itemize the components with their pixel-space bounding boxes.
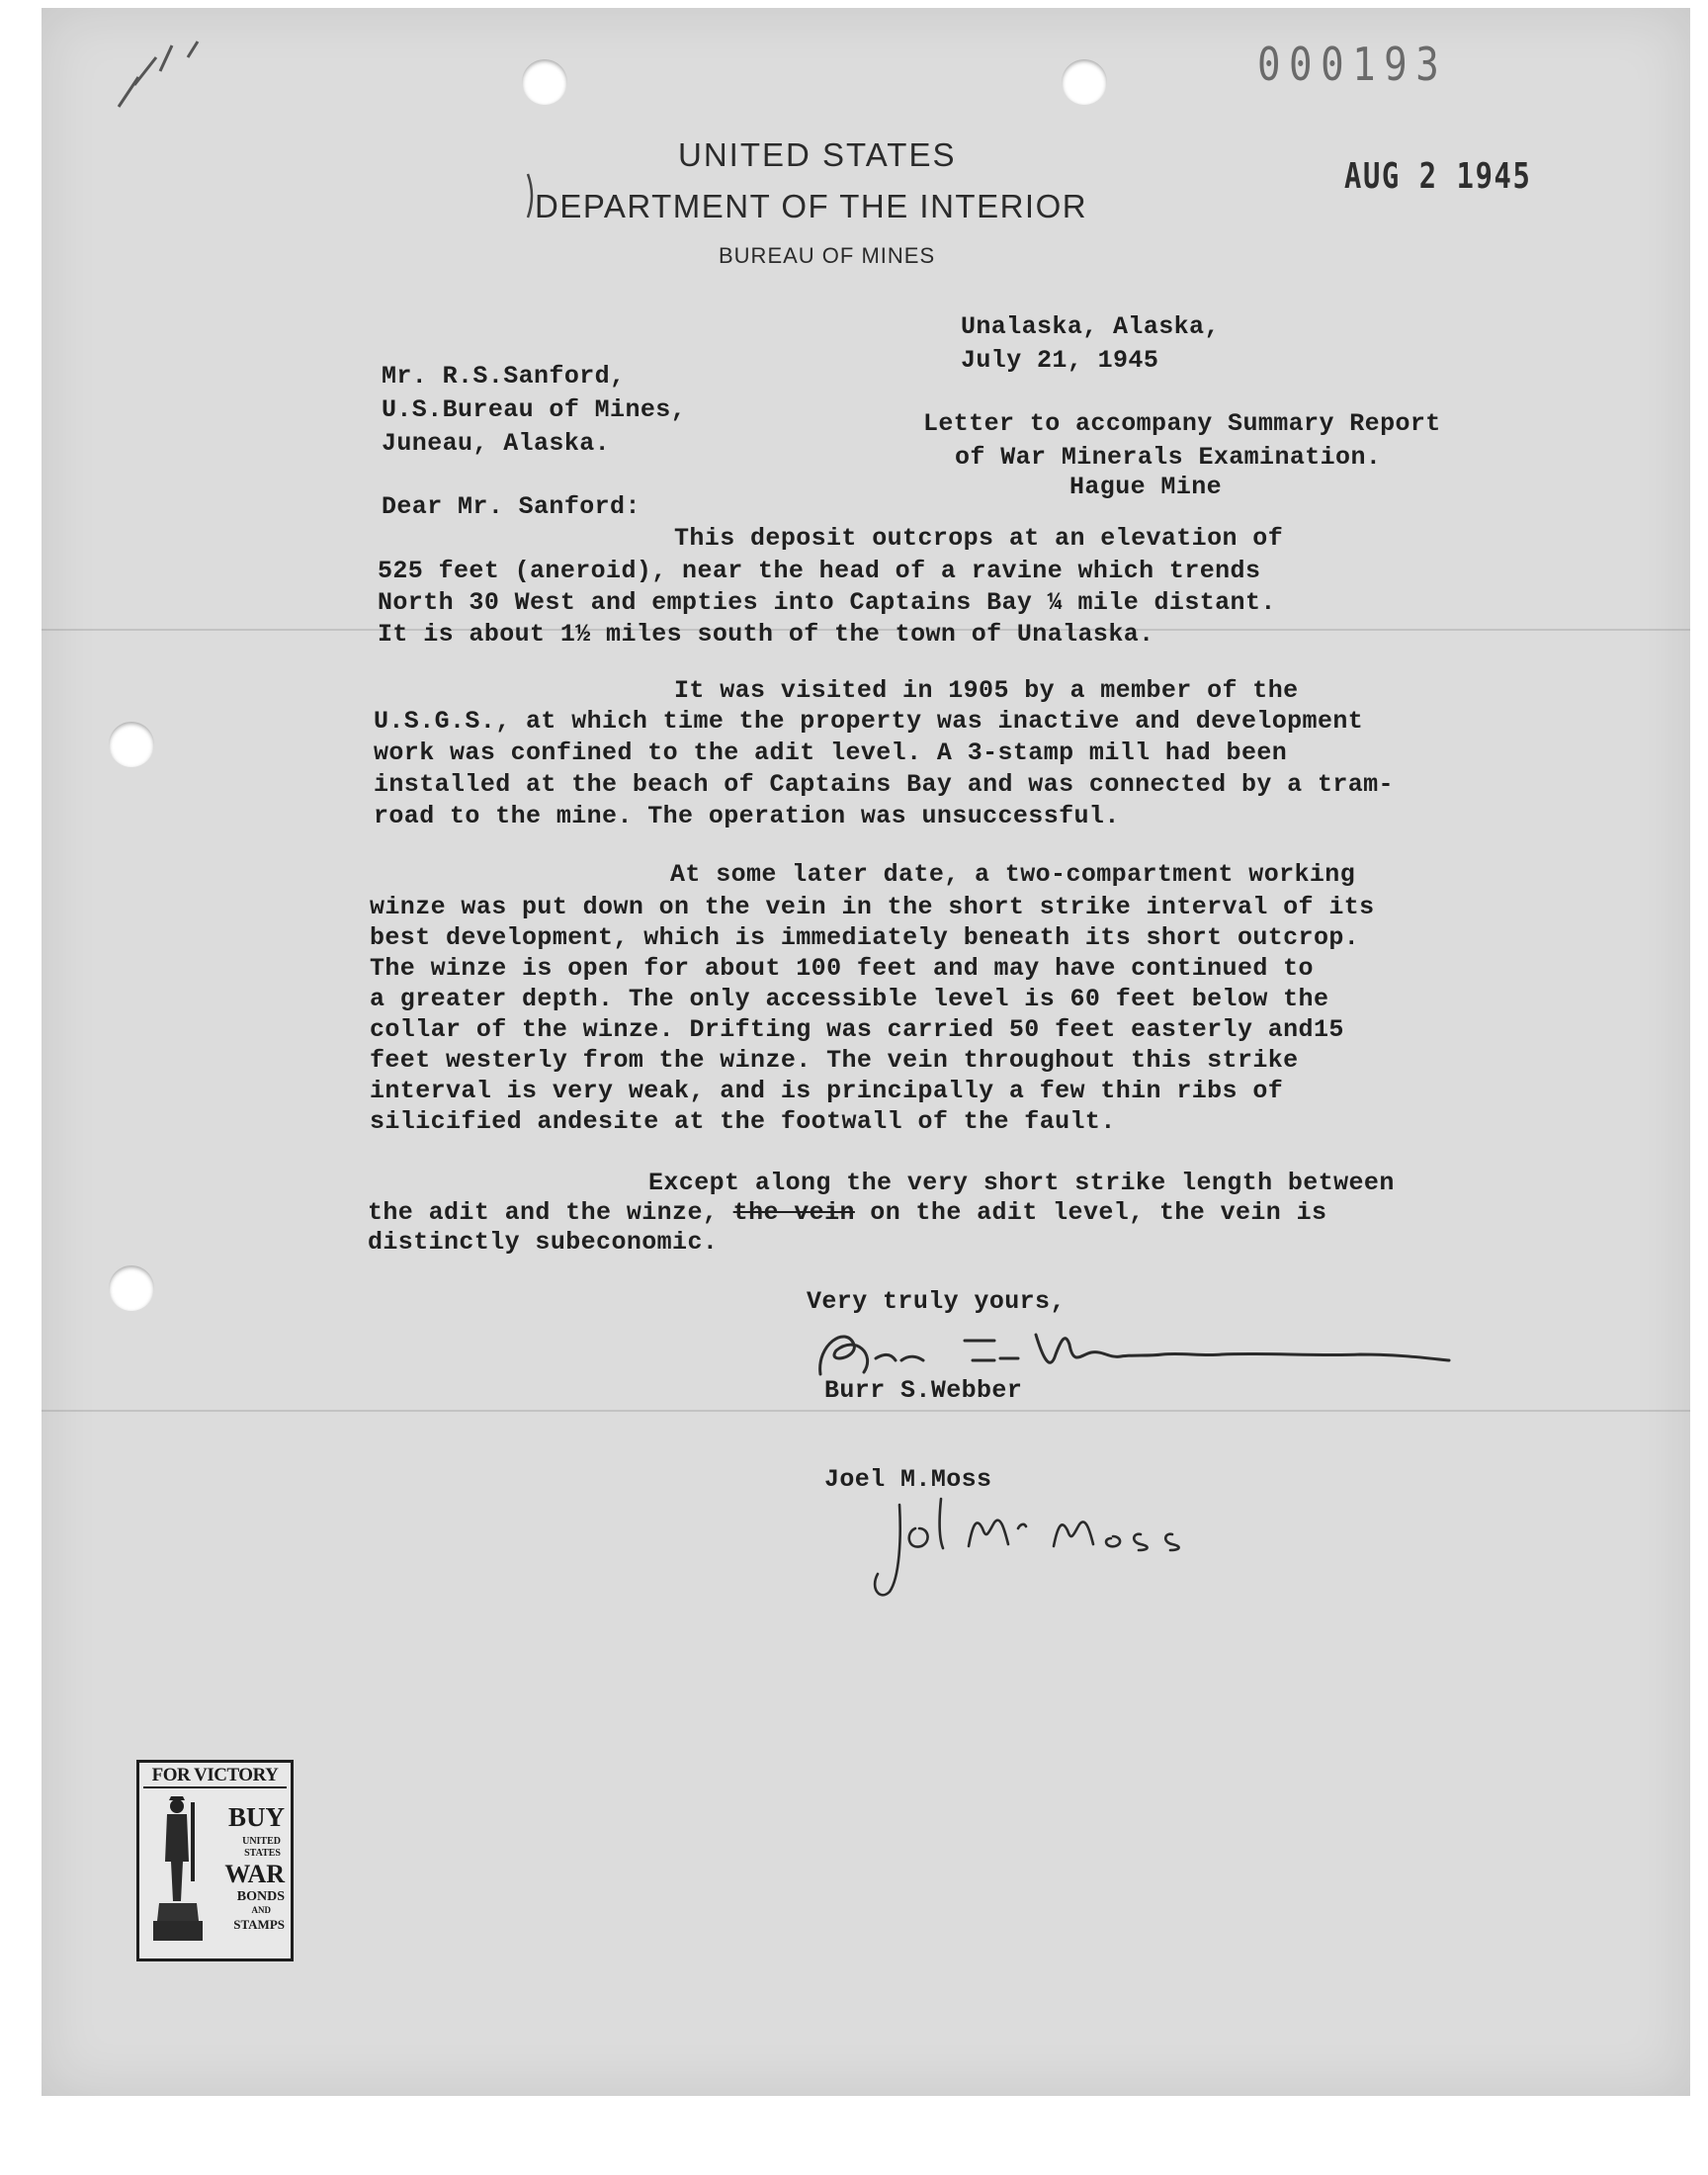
letter-date: July 21, 1945 [961, 346, 1159, 375]
victory-and: AND [251, 1905, 271, 1915]
paragraph-line: silicified andesite at the footwall of the fault. [370, 1107, 1116, 1136]
paragraph-line: interval is very weak, and is principally a few thin ribs of [370, 1077, 1284, 1105]
paragraph-line: U.S.G.S., at which time the property was inactive and development [374, 707, 1364, 736]
received-date-stamp: AUG 2 1945 [1344, 156, 1532, 197]
signer-2-name: Joel M.Moss [824, 1465, 992, 1494]
paragraph-line: winze was put down on the vein in the short strike interval of its [370, 893, 1375, 921]
paragraph-line: feet westerly from the winze. The vein throughout this strike [370, 1046, 1299, 1075]
victory-stamps: STAMPS [233, 1917, 285, 1932]
letterhead-department: DEPARTMENT OF THE INTERIOR [535, 188, 1088, 224]
paragraph-2 [374, 706, 1394, 832]
war-bonds-stamp [136, 1760, 294, 1961]
paragraph-line: work was confined to the adit level. A 3-stamp mill had been [374, 739, 1288, 767]
paragraph-line: best development, which is immediately beneath its short outcrop. [370, 923, 1360, 952]
paragraph-line: a greater depth. The only accessible level is 60 feet below the [370, 985, 1329, 1013]
recipient-name: Mr. R.S.Sanford, [382, 362, 626, 391]
paragraph-line: collar of the winze. Drifting was carried 50 feet easterly and15 [370, 1015, 1344, 1044]
letter-place: Unalaska, Alaska, [961, 312, 1220, 341]
paragraph-line: road to the mine. The operation was unsuccessful. [374, 802, 1120, 830]
punch-hole [109, 1265, 154, 1311]
paragraph-3 [370, 892, 1375, 1137]
recipient-city: Juneau, Alaska. [382, 429, 611, 458]
subject-line-2: of War Minerals Examination. [955, 443, 1382, 472]
document-number: 000193 [1257, 38, 1448, 91]
victory-states: STATES [244, 1848, 281, 1859]
paragraph-3-line-1: At some later date, a two-compartment working [670, 860, 1356, 889]
paragraph-4-line-1: Except along the very short strike length between [648, 1169, 1395, 1197]
paragraph-1-line-1: This deposit outcrops at an elevation of [674, 524, 1284, 553]
letterhead-bureau: BUREAU OF MINES [719, 243, 936, 268]
punch-hole [109, 722, 154, 767]
paragraph-4-line-2 [368, 1196, 1326, 1230]
victory-stamp-header: FOR VICTORY [143, 1765, 287, 1788]
signer-1-name: Burr S.Webber [824, 1376, 1023, 1405]
subject-line-3: Hague Mine [1069, 473, 1223, 501]
signature-joel-moss [860, 1489, 1275, 1608]
struck-text: the vein [732, 1198, 855, 1227]
paragraph-2-line-1: It was visited in 1905 by a member of the [674, 676, 1299, 705]
punch-hole [1062, 59, 1107, 105]
victory-united: UNITED [242, 1836, 281, 1847]
paragraph-line: North 30 West and empties into Captains Bay ¼ mile distant. [378, 588, 1276, 617]
closing: Very truly yours, [807, 1287, 1066, 1316]
paragraph-4-line-3: distinctly subeconomic. [368, 1228, 719, 1257]
paragraph-line: It is about 1½ miles south of the town of Unalaska. [378, 620, 1154, 649]
victory-war: WAR [224, 1860, 285, 1888]
fold-line [42, 1410, 1690, 1412]
recipient-org: U.S.Bureau of Mines, [382, 395, 687, 424]
paragraph-1 [378, 556, 1276, 651]
punch-hole [522, 59, 567, 105]
paragraph-line: 525 feet (aneroid), near the head of a ravine which trends [378, 557, 1261, 585]
pencil-mark-scribble [99, 28, 217, 117]
subject-line-1: Letter to accompany Summary Report [923, 409, 1441, 438]
victory-bonds: BONDS [236, 1889, 285, 1904]
minuteman-icon [147, 1792, 209, 1951]
letterhead-united-states: UNITED STATES [678, 136, 957, 173]
paragraph-text: the adit and the winze, [368, 1198, 733, 1227]
paragraph-line: The winze is open for about 100 feet and may have continued to [370, 954, 1314, 983]
recipient-block [382, 360, 686, 461]
salutation: Dear Mr. Sanford: [382, 492, 640, 521]
paragraph-line: installed at the beach of Captains Bay and was connected by a tram- [374, 770, 1394, 799]
pencil-mark-bracket [522, 170, 542, 221]
paragraph-text: on the adit level, the vein is [854, 1198, 1327, 1227]
victory-buy: BUY [227, 1802, 285, 1832]
